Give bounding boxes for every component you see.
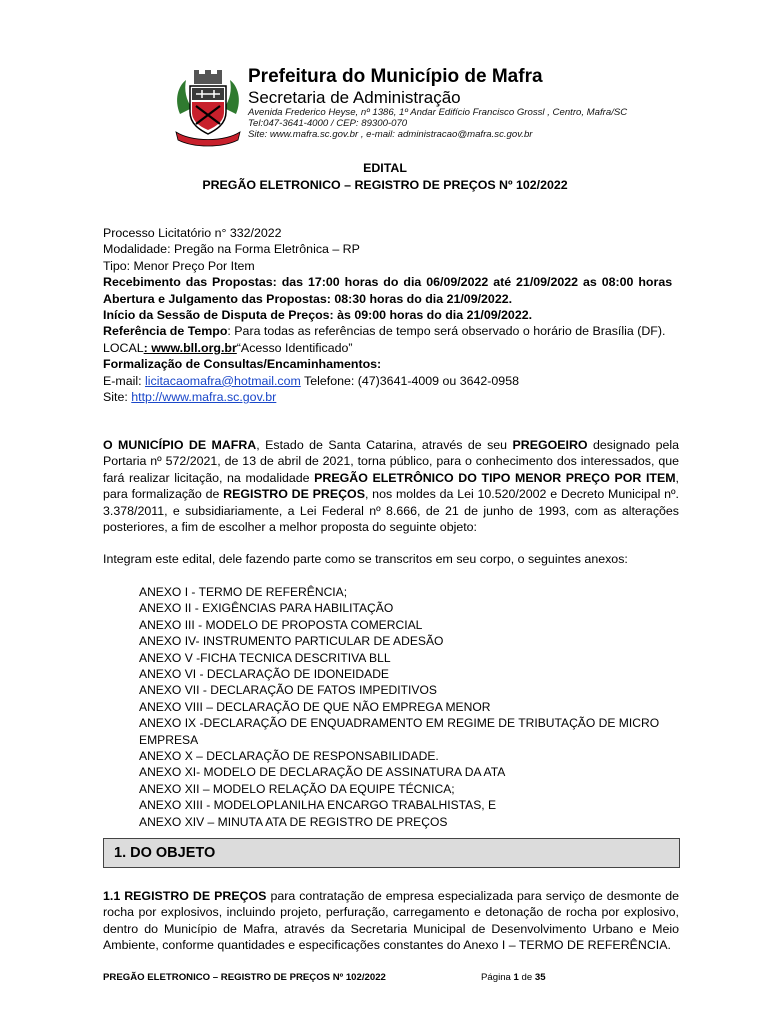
intro-part-6: , para formalização de [103, 470, 679, 502]
section1-body: para contratação de empresa especializada para serviço de desmonte de rocha por explosivos, incluindo projeto, perfuração, carregamento e detonação de rocha por explosivo, dentro do Município de Mafra, através da Secretaria Municipal de Desenvolvimento Urbano e Meio Ambiente, conforme quantidades e especificações constantes do Anexo I – TERMO DE REFERÊNCIA. [103, 889, 679, 953]
email-line [103, 373, 679, 389]
header-phone: Tel:047-3641-4000 / CEP: 89300-070 [248, 118, 408, 129]
email-link[interactable]: licitacaomafra@hotmail.com [145, 373, 301, 388]
page-word: Página [481, 972, 514, 983]
intro-modalidade: PREGÃO ELETRÔNICO DO TIPO MENOR PREÇO POR ITEM [314, 470, 676, 485]
list-item: ANEXO X – DECLARAÇÃO DE RESPONSABILIDADE. [139, 749, 439, 764]
abertura-line: Abertura e Julgamento das Propostas: 08:30 horas do dia 21/09/2022. [103, 291, 513, 306]
local-text: “Acesso Identificado” [236, 340, 353, 355]
list-item: ANEXO XIII - MODELOPLANILHA ENCARGO TRABALHISTAS, E [139, 798, 497, 813]
page-number [481, 972, 546, 983]
recebimento-line: Recebimento das Propostas: das 17:00 horas do dia 06/09/2022 até 21/09/2022 as 08:00 horas [103, 275, 673, 290]
processo-line: Processo Licitatório n° 332/2022 [103, 226, 282, 240]
section1-paragraph [103, 888, 679, 954]
email-label: E-mail: [103, 373, 145, 388]
modalidade-line: Modalidade: Pregão na Forma Eletrônica – RP [103, 242, 360, 257]
list-item: ANEXO XI- MODELO DE DECLARAÇÃO DE ASSINATURA DA ATA [139, 765, 506, 780]
site-line [103, 389, 679, 405]
intro-registro: REGISTRO DE PREÇOS [223, 487, 365, 502]
inicio-line: Início da Sessão de Disputa de Preços: às 09:00 horas do dia 21/09/2022. [103, 308, 533, 323]
tipo-line: Tipo: Menor Preço Por Item [103, 258, 255, 273]
annex-list [139, 584, 679, 830]
section-heading-objeto [103, 838, 680, 868]
footer-title: PREGÃO ELETRONICO – REGISTRO DE PREÇOS Nº 102/2022 [103, 972, 386, 983]
department-name: Secretaria de Administração [248, 88, 461, 107]
list-item: ANEXO XIV – MINUTA ATA DE REGISTRO DE PREÇOS [139, 814, 448, 829]
header-address: Avenida Frederico Heyse, nº 1386, 1º Andar Edifício Francisco Grossl , Centro, Mafra/SC [248, 107, 628, 118]
list-item: ANEXO IV- INSTRUMENTO PARTICULAR DE ADESÃO [139, 634, 444, 649]
letterhead [172, 66, 732, 150]
municipal-crest-icon [172, 70, 244, 150]
local-line [103, 340, 679, 356]
section1-label: 1.1 REGISTRO DE PREÇOS [103, 889, 267, 903]
intro-municipio: O MUNICÍPIO DE MAFRA [103, 438, 257, 452]
municipality-name: Prefeitura do Município de Mafra [248, 66, 543, 87]
edital-subtitle: PREGÃO ELETRONICO – REGISTRO DE PREÇOS Nº 102/2022 [202, 178, 568, 192]
referencia-line [103, 323, 679, 339]
header-site: Site: www.mafra.sc.gov.br , e-mail: administracao@mafra.sc.gov.br [248, 129, 533, 140]
referencia-text: : Para todas as referências de tempo será observado o horário de Brasília (DF). [227, 324, 666, 339]
page-total: 35 [534, 972, 546, 983]
intro-pregoeiro: PREGOEIRO [512, 438, 588, 452]
list-item: ANEXO III - MODELO DE PROPOSTA COMERCIAL [139, 617, 423, 632]
of-word: de [518, 972, 535, 983]
telefone-text: Telefone: (47)3641-4009 ou 3642-0958 [300, 373, 519, 388]
list-item: ANEXO V -FICHA TECNICA DESCRITIVA BLL [139, 650, 391, 665]
list-item: ANEXO VIII – DECLARAÇÃO DE QUE NÃO EMPREGA MENOR [139, 699, 491, 714]
intro-text [103, 437, 679, 535]
integram-text: Integram este edital, dele fazendo parte como se transcritos em seu corpo, o seguintes anexos: [103, 552, 628, 566]
edital-title: EDITAL [363, 161, 407, 175]
intro-part-4: designado pela Portaria nº 572/2021, de 13 de abril de 2021, torna público, para o conhecimento dos interessados, que fará realizar licitação, na modalidade [103, 438, 680, 485]
section1-text [103, 888, 679, 954]
process-info [103, 225, 679, 405]
formalizacao-line: Formalização de Consultas/Encaminhamentos: [103, 357, 382, 372]
page-current: 1 [513, 972, 519, 983]
list-item: ANEXO VII - DECLARAÇÃO DE FATOS IMPEDITIVOS [139, 683, 437, 698]
intro-part-8: , nos moldes da Lei 10.520/2002 e Decreto Municipal nº. 3.378/2011, e subsidiariamente, a Lei Federal nº 8.666, de 21 de junho de 1993, com as alterações posteriores, a fim de escolher a melhor proposta do seguinte objeto: [103, 487, 680, 535]
site-label: Site: [103, 390, 132, 405]
list-item: ANEXO IX -DECLARAÇÃO DE ENQUADRAMENTO EM REGIME DE TRIBUTAÇÃO DE MICRO [139, 716, 660, 731]
letterhead-text [248, 66, 627, 140]
intro-part-2: , Estado de Santa Catarina, através de seu [256, 438, 513, 452]
list-item: ANEXO II - EXIGÊNCIAS PARA HABILITAÇÃO [139, 601, 394, 616]
intro-paragraph [103, 437, 679, 535]
referencia-label: Referência de Tempo [103, 324, 228, 339]
list-item: ANEXO VI - DECLARAÇÃO DE IDONEIDADE [139, 667, 389, 682]
local-label: LOCAL [103, 340, 144, 355]
list-item: ANEXO XII – MODELO RELAÇÃO DA EQUIPE TÉCNICA; [139, 781, 455, 796]
local-url-link[interactable]: : www.bll.org.br [143, 340, 237, 355]
site-link[interactable]: http://www.mafra.sc.gov.br [131, 390, 277, 405]
section-title: 1. DO OBJETO [114, 845, 216, 861]
list-item: ANEXO I - TERMO DE REFERÊNCIA; [139, 585, 348, 599]
list-item: EMPRESA [139, 732, 199, 747]
